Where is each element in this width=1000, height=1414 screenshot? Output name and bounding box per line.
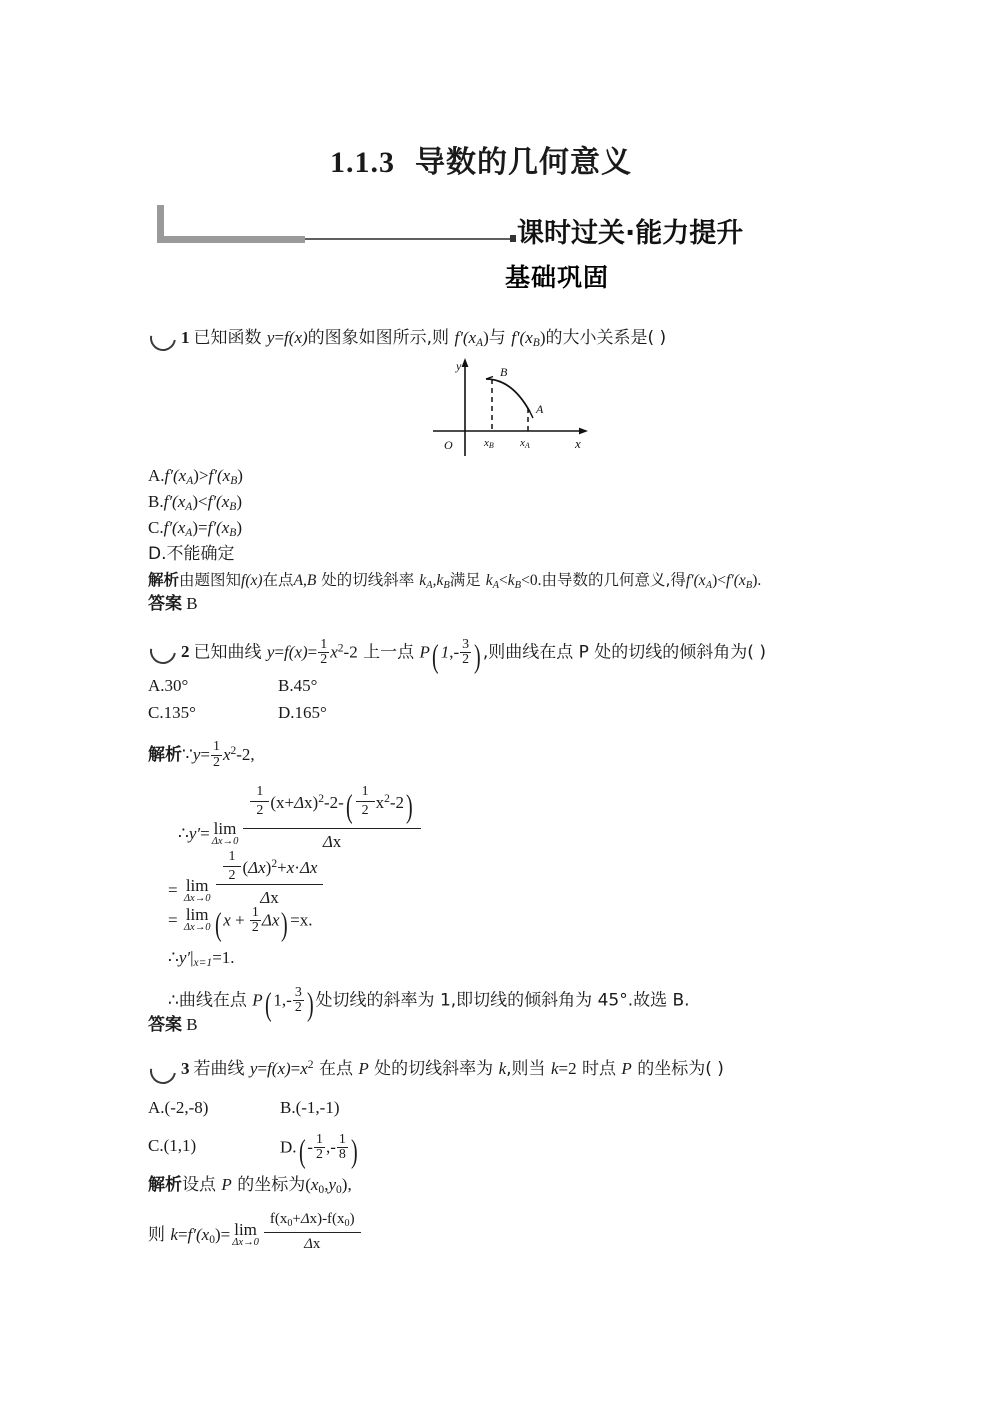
q1-fpa-end: ) (483, 328, 489, 347)
question-1-stem (181, 328, 666, 350)
q3-opt-b-text: (-1,-1) (295, 1098, 340, 1117)
q1-opt-b-letter: B. (148, 492, 164, 511)
q1-fpb-sub: B (532, 336, 540, 350)
q1-stem-part3: 与 (488, 328, 512, 348)
q2-opt-a-letter: A. (148, 676, 165, 695)
q1-stem-part2: 的图象如图所示,则 (307, 328, 455, 348)
q1-stem-part4: 的大小关系是( ) (545, 328, 667, 348)
q2-step1-eq: = (200, 744, 210, 764)
q2-step6-suffix: 处切线的斜率为 1,即切线的倾斜角为 45°.故选 B. (315, 990, 690, 1011)
q2-opt-b-text: 45° (293, 676, 318, 695)
question-1-option-c[interactable]: $C.f'(x_A)=f'(x_B)$ (148, 518, 242, 540)
question-1-option-a[interactable]: $A.f'(x_A)>f'(x_B)$ (148, 466, 243, 488)
q2-step2-eq: = (200, 824, 210, 844)
question-2-option-c[interactable] (148, 703, 196, 723)
question-2-analysis-line4: = lim Δx→0 ( x + $\frac{1}{2}$ Δx) =x. (168, 904, 313, 942)
q2-stem-middle: 上一点 (357, 642, 420, 663)
bracket-thick-rule (157, 236, 305, 243)
q3-opt-c-text: (1,1) (163, 1136, 197, 1155)
q1-answer-value: B (186, 594, 198, 613)
q2-step4-eq: = (168, 910, 178, 930)
question-marker-2 (145, 633, 181, 669)
svg-text:A: A (536, 402, 544, 416)
question-2-analysis-line5: $\therefore y'|_{x=1}=1$. (168, 948, 235, 970)
question-2-option-a[interactable] (148, 676, 188, 696)
q2-stem-prefix: 已知曲线 (193, 642, 267, 663)
svg-text:xA: xA (520, 437, 530, 450)
svg-text:y: y (456, 359, 462, 373)
q1-y: y (266, 328, 275, 347)
q1-opt-d-text: 不能确定 (166, 544, 235, 564)
q2-opt-c-letter: C. (148, 703, 164, 722)
q3-difference-quotient: $\frac{f(x_0+\Delta x)-f(x_0)}{\Delta x}$ (264, 1210, 361, 1253)
q1-fpa-arg: '(x (459, 328, 477, 347)
q1-opt-a-letter: A. (148, 466, 165, 485)
q2-difference-quotient-2: $\frac{1}{2}$ $(\Delta x)^2+x\cdot\Delta x$ Δx (216, 850, 324, 909)
svg-text:B: B (500, 365, 508, 379)
question-2-analysis-line6: ∴曲线在点 P( 1,- $\frac{3}{2}$ ) 处切线的斜率为 1,即切线的倾斜角为 45°.故选 B. (168, 984, 690, 1022)
q2-three-halves-fraction: $\frac{3}{2}$ (462, 636, 470, 668)
question-2-stem: 2 已知曲线 y=f(x)= $\frac{1}{2}$ $x^2-2$ 上一点 P( 1,- $\frac{3}{2}$ ) ,则曲线在点 P 处的切线的倾斜角为( ) (181, 636, 766, 674)
q2-opt-d-text: 165° (294, 703, 327, 722)
q2-answer-value: B (186, 1015, 198, 1034)
q1-fpa-sub: A (476, 336, 484, 350)
question-3-option-b[interactable] (280, 1098, 340, 1118)
q2-opt-a-text: 30° (164, 676, 189, 695)
q3-limit-operator: lim Δx→0 (232, 1220, 259, 1248)
question-3-analysis-line2: 则 $k=f'(x_0)=$ lim Δx→0 $\frac{f(x_0+\Delta x)-f(x_0)}{\Delta x}$ (148, 1210, 364, 1253)
question-1-analysis: 解析由题图知f(x)在点A,B 处的切线斜率 $k_A,k_B$满足 $k_A<k_B<0$.由导数的几何意义,得$f'(x_A)<f'(x_B)$. (148, 571, 762, 591)
question-1-option-d[interactable] (148, 544, 235, 564)
q2-step4-tail: =x. (290, 910, 313, 930)
q1-fpb-arg: '(x (515, 328, 533, 347)
q2-difference-quotient-1: $\frac{1}{2}$ $(x+\Delta x)^2-2-$( $\frac{1}{2}$ $x^2-2$) Δx (243, 785, 420, 852)
q2-therefore-1: ∵ (182, 744, 193, 764)
q3-opt-a-letter: A. (148, 1098, 165, 1117)
q2-step1-y: y (192, 744, 201, 764)
chapter-title-text: 导数的几何意义 (415, 145, 632, 180)
question-marker-3 (145, 1053, 181, 1089)
q2-analysis-label: 解析 (148, 744, 182, 765)
section-heading: 基础巩固 (505, 263, 610, 292)
question-1-number: 1 (181, 328, 190, 347)
question-1-figure (430, 356, 600, 461)
question-2-analysis-line1: 解析∵y= $\frac{1}{2}$ $x^2-2$, (148, 739, 255, 770)
q3-step2-prefix: 则 (148, 1224, 171, 1245)
question-2-analysis-line2 (178, 785, 424, 852)
q1-fpb-end: ) (539, 328, 546, 347)
q1-opt-c-letter: C. (148, 518, 164, 537)
question-2-option-b[interactable] (278, 676, 317, 696)
q1-px: (x) (288, 328, 308, 347)
q3-opt-a-text: (-2,-8) (164, 1098, 209, 1117)
question-2-analysis-line3 (168, 850, 326, 909)
question-3-option-c[interactable] (148, 1136, 196, 1156)
question-2-number: 2 (181, 642, 190, 662)
question-3-option-a[interactable] (148, 1098, 208, 1118)
q3-analysis-label: 解析 (148, 1175, 182, 1195)
q3-opt-b-letter: B. (280, 1098, 296, 1117)
q2-answer-label: 答案 (148, 1015, 182, 1035)
q2-opt-d-letter: D. (278, 703, 295, 722)
q1-opt-d-letter: D. (148, 544, 167, 564)
question-marker-1 (145, 320, 181, 356)
q1-eq: = (274, 328, 285, 347)
q2-opt-c-text: 135° (163, 703, 196, 722)
q2-opt-b-letter: B. (278, 676, 294, 695)
q3-step2-k: k (170, 1224, 178, 1244)
q2-half-fraction: $\frac{1}{2}$ (320, 636, 328, 668)
q2-therefore-2: ∴ (178, 824, 189, 844)
bracket-end-dot (510, 235, 516, 242)
q2-limit-operator-2: lim Δx→0 (183, 875, 211, 904)
question-1-answer (148, 594, 198, 614)
q2-limit-operator-3: lim Δx→0 (183, 905, 211, 934)
q1-f: f (284, 328, 289, 347)
question-1-option-b[interactable]: $B.f'(x_A)<f'(x_B)$ (148, 492, 242, 514)
q1-analysis-label: 解析 (148, 571, 180, 589)
q1-fpb: f (511, 328, 516, 347)
question-3-analysis-line1: 解析设点 P 的坐标为$(x_0,y_0)$, (148, 1175, 352, 1197)
question-3-option-d[interactable]: D.( - $\frac{1}{2}$ ,- $\frac{1}{8}$ ) (280, 1131, 358, 1169)
q1-fpa: f (454, 328, 460, 347)
banner-label: 课时过关·能力提升 (517, 218, 744, 249)
question-2-option-d[interactable] (278, 703, 327, 723)
svg-text:O: O (444, 438, 453, 452)
q2-stem-suffix: ,则曲线在点 P 处的切线的倾斜角为( ) (482, 642, 766, 663)
svg-text:x: x (575, 436, 581, 451)
question-3-number: 3 (181, 1058, 190, 1078)
bracket-thin-rule (305, 238, 512, 240)
coordinate-plot-svg (430, 356, 600, 461)
page-title (330, 137, 632, 181)
q1-answer-label: 答案 (148, 594, 182, 614)
question-3-stem: 3 若曲线 $y=f(x)=x^2$ 在点 P 处的切线斜率为 k,则当 k=2 时点 P 的坐标为( ) (181, 1058, 724, 1079)
q2-step2-yprime: y′ (188, 824, 201, 844)
q2-step6-prefix: ∴曲线在点 (168, 990, 253, 1011)
q2-limit-operator-1: lim Δx→0 (211, 819, 239, 848)
q3-opt-c-letter: C. (148, 1136, 164, 1155)
chapter-number: 1.1.3 (330, 146, 395, 179)
svg-text:xB: xB (484, 437, 494, 450)
q1-stem-part1: 已知函数 (193, 328, 267, 348)
q2-step3-eq: = (168, 880, 178, 900)
question-2-answer (148, 1015, 198, 1035)
